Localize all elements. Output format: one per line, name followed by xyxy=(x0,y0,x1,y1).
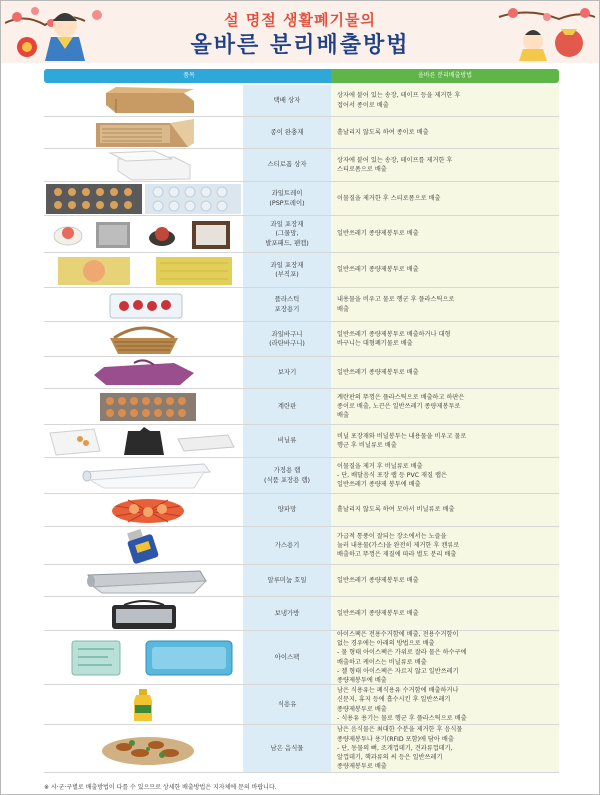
disposal-method: 비닐 포장재와 비닐봉투는 내용물을 비우고 물로 헹군 후 비닐류로 배출 xyxy=(331,425,559,457)
disposal-method: 이물질을 제거한 후 스티로폼으로 배출 xyxy=(331,182,559,215)
item-name: 가정용 랩 (식품 포장용 랩) xyxy=(243,458,331,493)
footnote: ※ 시·군·구별로 배출방법이 다를 수 있으므로 상세한 배출방법은 지자체에 문의 바랍니다. xyxy=(44,784,277,791)
cooking-oil-bottle-photo xyxy=(44,685,243,724)
item-name: 알루미늄 호일 xyxy=(243,565,331,596)
gas-can-photo xyxy=(44,527,243,564)
disposal-method: 일반쓰레기 종량제봉투로 배출 xyxy=(331,565,559,596)
item-name: 가스용기 xyxy=(243,527,331,564)
title-line-2: 올바른 분리배출방법 xyxy=(190,33,410,58)
disposal-method: 흩날리지 않도록 하여 종이로 배출 xyxy=(331,117,559,148)
disposal-method: 남은 음식물은 최대한 수분을 제거한 후 음식물 종량제봉투나 용기(RFID 포함)에 담아 배출 - 단, 동물의 뼈, 조개껍데기, 견과류껍데기, 알껍데기, 핵과류의 씨 등은 일반쓰레기 종량제봉투로 배출 xyxy=(331,725,559,772)
table-row xyxy=(44,389,559,425)
disposal-method: 가급적 통풍이 잘되는 장소에서는 노즐을 눌러 내용물(가스)을 완전히 제거한 후 캔류로 배출하고 뚜껑은 재질에 따라 별도 분리 배출 xyxy=(331,527,559,564)
table-row xyxy=(44,725,559,773)
egg-tray-photo xyxy=(44,389,243,424)
disposal-method: 아이스팩은 전용수거함에 배출, 전용수거함이 없는 경우에는 아래의 방법으로 배출 - 물 형태 아이스팩은 가위로 잘라 물은 하수구에 배출하고 케이스는 비닐류로 배출 - 젤 형태 아이스팩은 자르지 않고 일반쓰레기 종량제봉투에 배출 xyxy=(331,631,559,684)
table-row xyxy=(44,322,559,357)
table-row xyxy=(44,458,559,494)
vinyl-photos xyxy=(44,425,243,457)
fruit-tray-photo xyxy=(44,182,243,215)
plastic-wrap-photo xyxy=(44,458,243,493)
table-row xyxy=(44,117,559,149)
table-row xyxy=(44,182,559,216)
disposal-method: 일반쓰레기 종량제봉투로 배출하거나 대형 바구니는 대형폐기물로 배출 xyxy=(331,322,559,356)
table-row xyxy=(44,85,559,117)
item-name: 과일 포장재 (부직포) xyxy=(243,253,331,287)
table-row xyxy=(44,527,559,565)
item-name: 보자기 xyxy=(243,357,331,388)
table-row xyxy=(44,357,559,389)
title-line-1: 설 명절 생활폐기물의 xyxy=(224,11,376,29)
disposal-method: 일반쓰레기 종량제봉투로 배출 xyxy=(331,357,559,388)
fruit-packaging-photos xyxy=(44,216,243,252)
table-header xyxy=(44,69,559,83)
ice-pack-photos xyxy=(44,631,243,684)
table-row xyxy=(44,597,559,631)
cooler-bag-photo xyxy=(44,597,243,630)
disposal-method: 이물질을 제거 후 비닐류로 배출 - 단, 배달음식 포장 랩 등 PVC 재질 랩은 일반쓰레기 종량제 봉투에 배출 xyxy=(331,458,559,493)
rattan-basket-photo xyxy=(44,322,243,356)
aluminum-foil-photo xyxy=(44,565,243,596)
disposal-method: 내용물을 비우고 물로 헹군 후 플라스틱으로 배출 xyxy=(331,288,559,321)
table-row xyxy=(44,288,559,322)
item-name: 스티로폼 상자 xyxy=(243,149,331,181)
item-name: 양파망 xyxy=(243,494,331,526)
column-header-method: 올바른 분리배출방법 xyxy=(331,69,559,83)
column-header-item: 품목 xyxy=(44,69,334,83)
disposal-table xyxy=(44,85,559,773)
delivery-box-photo xyxy=(44,85,243,116)
onion-net-photo xyxy=(44,494,243,526)
item-name: 과일 포장재 (그물망, 발포패드, 팬캡) xyxy=(243,216,331,252)
disposal-method: 일반쓰레기 종량제봉투로 배출 xyxy=(331,597,559,630)
wrapping-cloth-photo xyxy=(44,357,243,388)
table-row xyxy=(44,494,559,527)
table-row xyxy=(44,216,559,253)
disposal-method: 상자에 붙어 있는 송장, 테이프를 제거한 후 스티로폼으로 배출 xyxy=(331,149,559,181)
item-name: 남은 음식물 xyxy=(243,725,331,772)
item-name: 보냉가방 xyxy=(243,597,331,630)
leftover-food-photo xyxy=(44,725,243,772)
item-name: 택배 상자 xyxy=(243,85,331,116)
header-banner xyxy=(1,1,599,63)
disposal-method: 일반쓰레기 종량제봉투로 배출 xyxy=(331,253,559,287)
table-row xyxy=(44,149,559,182)
table-row xyxy=(44,565,559,597)
item-name: 과일바구니 (라탄바구니) xyxy=(243,322,331,356)
table-row xyxy=(44,253,559,288)
table-row xyxy=(44,631,559,685)
item-name: 플라스틱 포장용기 xyxy=(243,288,331,321)
nonwoven-packaging-photos xyxy=(44,253,243,287)
item-name: 비닐류 xyxy=(243,425,331,457)
item-name: 아이스팩 xyxy=(243,631,331,684)
disposal-method: 일반쓰레기 종량제봉투로 배출 xyxy=(331,216,559,252)
table-row xyxy=(44,685,559,725)
disposal-method: 계란판의 뚜껑은 플라스틱으로 배출하고 하판은 종이로 배출, 노끈은 일반쓰레기 종량제봉투로 배출 xyxy=(331,389,559,424)
item-name: 종이 완충재 xyxy=(243,117,331,148)
paper-cushion-photo xyxy=(44,117,243,148)
styrofoam-box-photo xyxy=(44,149,243,181)
disposal-method: 남은 식용유는 폐식용유 수거함에 배출하거나 신문지, 휴지 등에 흡수시킨 후 일반쓰레기 종량제봉투로 배출 - 식용유 용기는 물로 헹군 후 플라스틱으로 배출 xyxy=(331,685,559,724)
item-name: 식용유 xyxy=(243,685,331,724)
plastic-container-photo xyxy=(44,288,243,321)
disposal-method: 상자에 붙어 있는 송장, 테이프 등을 제거한 후 접어서 종이로 배출 xyxy=(331,85,559,116)
item-name: 계란판 xyxy=(243,389,331,424)
item-name: 과일트레이 (PSP트레이) xyxy=(243,182,331,215)
table-row xyxy=(44,425,559,458)
disposal-method: 흩날리지 않도록 하여 모아서 비닐류로 배출 xyxy=(331,494,559,526)
